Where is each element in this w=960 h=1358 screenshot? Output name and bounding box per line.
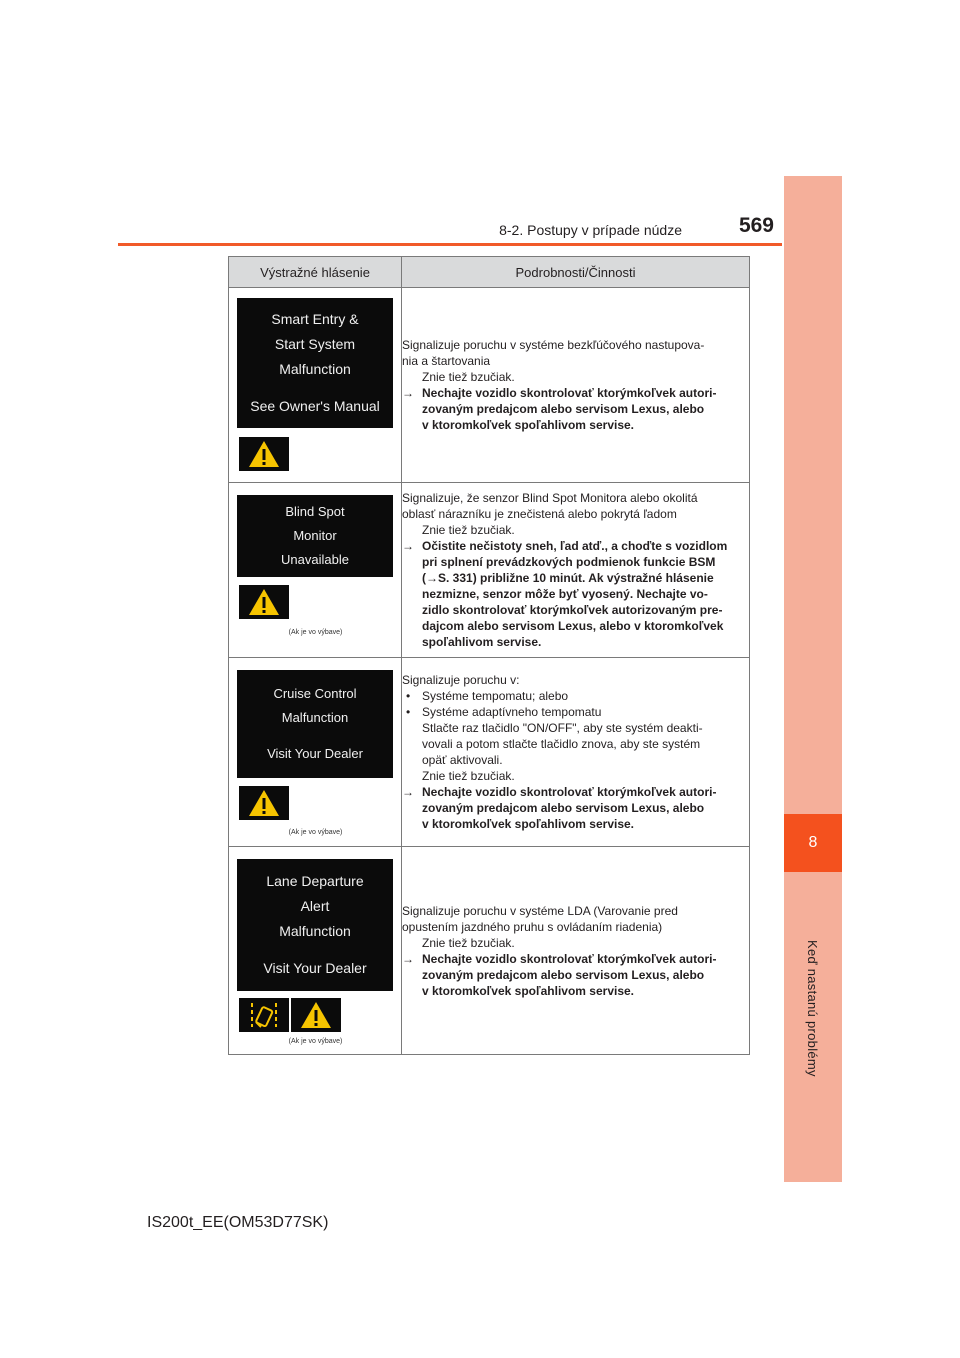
message-image-cell [229,658,402,847]
warning-message-display [237,298,393,428]
message-line: Blind Spot [285,504,345,519]
detail-line: pri splnení prevádzkových podmienok funkcie BSM [422,555,716,569]
arrow-icon: → [402,539,414,553]
message-line: Lane Departure [266,873,364,889]
detail-line: oblasť nárazníku je znečistená alebo pokrytá ľadom [402,507,677,521]
lane-departure-icon [239,998,289,1032]
bullet-icon: • [406,689,411,703]
detail-line: Signalizuje poruchu v systéme bezkľúčového nastupova- [402,338,705,352]
detail-line: (→S. 331) približne 10 minút. Ak výstražné hlásenie [422,571,714,585]
detail-line: Znie tiež bzučiak. [422,935,515,950]
detail-line: spoľahlivom servise. [422,635,542,649]
detail-line: v ktoromkoľvek spoľahlivom servise. [422,817,635,831]
detail-line: zidlo skontrolovať ktorýmkoľvek autorizovaným pre- [422,603,723,617]
availability-note: (Ak je vo výbave) [288,829,343,836]
header-rule [118,243,782,246]
arrow-icon: → [402,386,414,400]
detail-line: v ktoromkoľvek spoľahlivom servise. [422,418,635,432]
message-image-cell [229,288,402,483]
warning-message-display [237,670,393,778]
message-line: Start System [274,336,356,352]
model-code-footer: IS200t_EE(OM53D77SK) [147,1214,329,1231]
detail-line: vovali a potom stlačte tlačidlo znova, aby ste systém [422,737,701,751]
column-header-message: Výstražné hlásenie [229,257,402,288]
warning-triangle-icon [291,998,341,1032]
detail-line: Znie tiež bzučiak. [422,523,515,537]
details-cell [402,288,750,483]
section-title: 8-2. Postupy v prípade núdze [499,222,682,238]
table-row [229,658,750,847]
chapter-title-vertical: Keď nastanú problémy [805,940,820,1077]
message-line: See Owner's Manual [250,398,380,414]
warning-triangle-icon [239,585,289,619]
detail-line: Stlačte raz tlačidlo "ON/OFF", aby ste systém deakti- [422,721,703,735]
detail-line: Znie tiež bzučiak. [422,370,515,384]
detail-line: Signalizuje, že senzor Blind Spot Monitora alebo okolitá [402,491,698,505]
message-line: Alert [300,898,330,914]
message-line: Smart Entry & [271,311,359,327]
warning-message-display [237,495,393,577]
warning-triangle-icon [239,786,289,820]
warning-message-display [237,859,393,991]
details-cell [402,847,750,1055]
detail-line: Systéme adaptívneho tempomatu [422,705,602,719]
warning-messages-table [228,256,750,1055]
detail-line: nia a štartovania [402,354,491,368]
detail-line: zovaným predajcom alebo servisom Lexus, alebo [422,402,705,416]
detail-line: nezmizne, senzor môže byť vyosený. Nechajte vo- [422,587,708,601]
detail-line: Nechajte vozidlo skontrolovať ktorýmkoľvek autori- [422,386,717,400]
detail-line: Signalizuje poruchu v: [402,673,520,687]
detail-line: zovaným predajcom alebo servisom Lexus, alebo [422,801,705,815]
page-number: 569 [738,214,774,237]
availability-note: (Ak je vo výbave) [288,629,343,636]
message-line: Cruise Control [273,686,357,701]
table-row [229,483,750,658]
table-header-row [229,257,750,288]
message-line: Visit Your Dealer [263,960,367,976]
column-header-details: Podrobnosti/Činnosti [402,257,750,288]
arrow-icon: → [402,785,414,799]
message-line: Unavailable [281,552,349,567]
detail-line: opäť aktivovali. [422,753,503,767]
availability-note: (Ak je vo výbave) [288,1038,343,1045]
table-row [229,288,750,483]
chapter-number-badge: 8 [784,814,842,872]
detail-line: Systéme tempomatu; alebo [422,689,569,703]
message-line: Malfunction [279,923,351,939]
message-line: Malfunction [281,710,349,725]
details-cell [402,483,750,658]
detail-line: v ktoromkoľvek spoľahlivom servise. [422,983,635,998]
arrow-icon: → [402,951,414,966]
detail-line: Nechajte vozidlo skontrolovať ktorýmkoľvek autori- [422,951,717,966]
bullet-icon: • [406,705,411,719]
detail-line: dajcom alebo servisom Lexus, alebo v ktoromkoľvek [422,619,724,633]
message-line: Malfunction [279,361,351,377]
message-image-cell [229,483,402,658]
detail-line: Znie tiež bzučiak. [422,769,515,783]
detail-line: Očistite nečistoty sneh, ľad atď., a choďte s vozidlom [422,539,728,553]
details-cell [402,658,750,847]
detail-line: zovaným predajcom alebo servisom Lexus, alebo [422,967,705,982]
message-line: Visit Your Dealer [267,746,363,761]
detail-line: Nechajte vozidlo skontrolovať ktorýmkoľvek autori- [422,785,717,799]
message-line: Monitor [293,528,337,543]
table-row [229,847,750,1055]
warning-triangle-icon [239,437,289,471]
detail-line: opustením jazdného pruhu s ovládaním riadenia) [402,919,663,934]
detail-line: Signalizuje poruchu v systéme LDA (Varovanie pred [402,903,678,918]
message-image-cell [229,847,402,1055]
